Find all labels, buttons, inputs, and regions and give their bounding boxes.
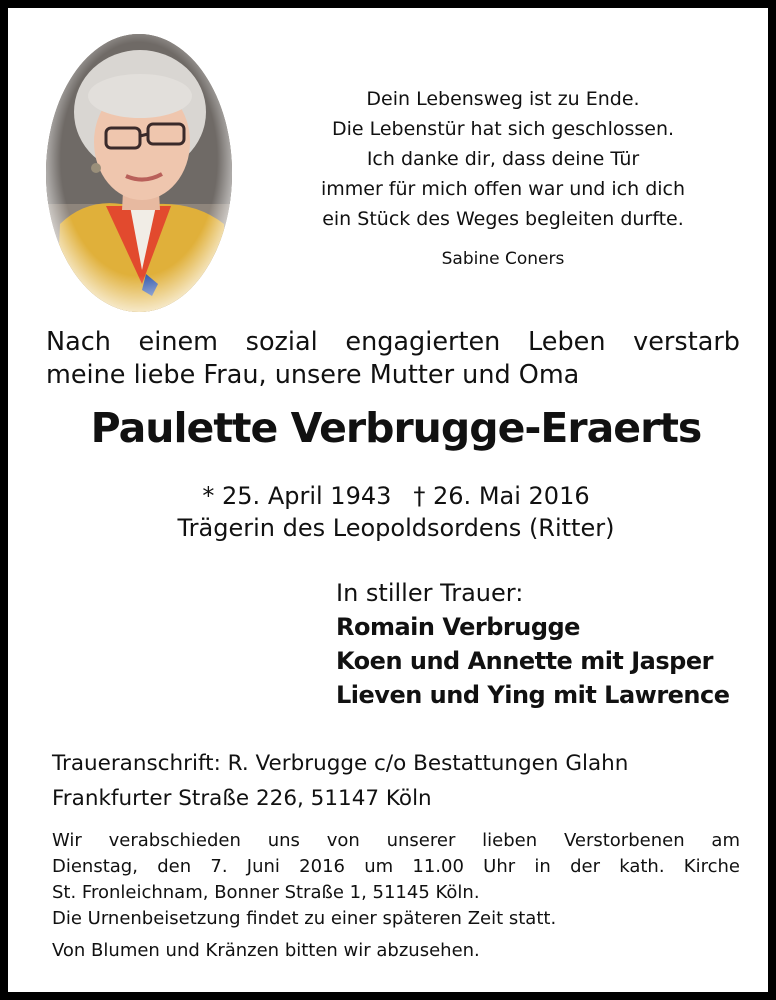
birth-date: * 25. April 1943 — [202, 482, 392, 510]
intro-line: Nach einem sozial engagierten Leben verstarb — [46, 327, 740, 357]
poem-line: Dein Lebensweg ist zu Ende. — [366, 88, 640, 110]
poem-author: Sabine Coners — [441, 249, 565, 269]
honor-text: Trägerin des Leopoldsordens (Ritter) — [177, 514, 615, 542]
intro-line: meine liebe Frau, unsere Mutter und Oma — [46, 360, 580, 390]
no-flowers-note: Von Blumen und Kränzen bitten wir abzusehen. — [52, 940, 480, 961]
mourning-label: In stiller Trauer: — [336, 579, 524, 607]
service-line: Die Urnenbeisetzung findet zu einer späteren Zeit statt. — [52, 908, 557, 929]
mourner-name: Romain Verbrugge — [336, 613, 580, 641]
life-dates — [28, 478, 764, 514]
intro-text — [46, 326, 740, 392]
mourning-address — [52, 746, 752, 816]
service-details — [52, 828, 740, 932]
service-line: Wir verabschieden uns von unserer lieben Verstorbenen am — [52, 830, 740, 851]
death-date: † 26. Mai 2016 — [413, 482, 590, 510]
poem-line: Die Lebenstür hat sich geschlossen. — [331, 118, 675, 140]
address-line: Frankfurter Straße 226, 51147 Köln — [52, 786, 432, 811]
poem-line: immer für mich offen war und ich dich — [320, 178, 686, 200]
deceased-name: Paulette Verbrugge-Eraerts — [90, 404, 702, 452]
memorial-poem — [270, 84, 736, 274]
mourners-block — [336, 576, 756, 712]
portrait-photo — [46, 34, 232, 312]
poem-line: Ich danke dir, dass deine Tür — [366, 148, 640, 170]
service-line: Dienstag, den 7. Juni 2016 um 11.00 Uhr in der kath. Kirche — [52, 856, 740, 877]
mourner-name: Lieven und Ying mit Lawrence — [336, 681, 730, 709]
address-line: Traueranschrift: R. Verbrugge c/o Bestattungen Glahn — [52, 751, 629, 776]
service-line: St. Fronleichnam, Bonner Straße 1, 51145 Köln. — [52, 882, 480, 903]
poem-line: ein Stück des Weges begleiten durfte. — [322, 208, 684, 230]
mourner-name: Koen und Annette mit Jasper — [336, 647, 713, 675]
portrait-illustration — [46, 34, 232, 312]
